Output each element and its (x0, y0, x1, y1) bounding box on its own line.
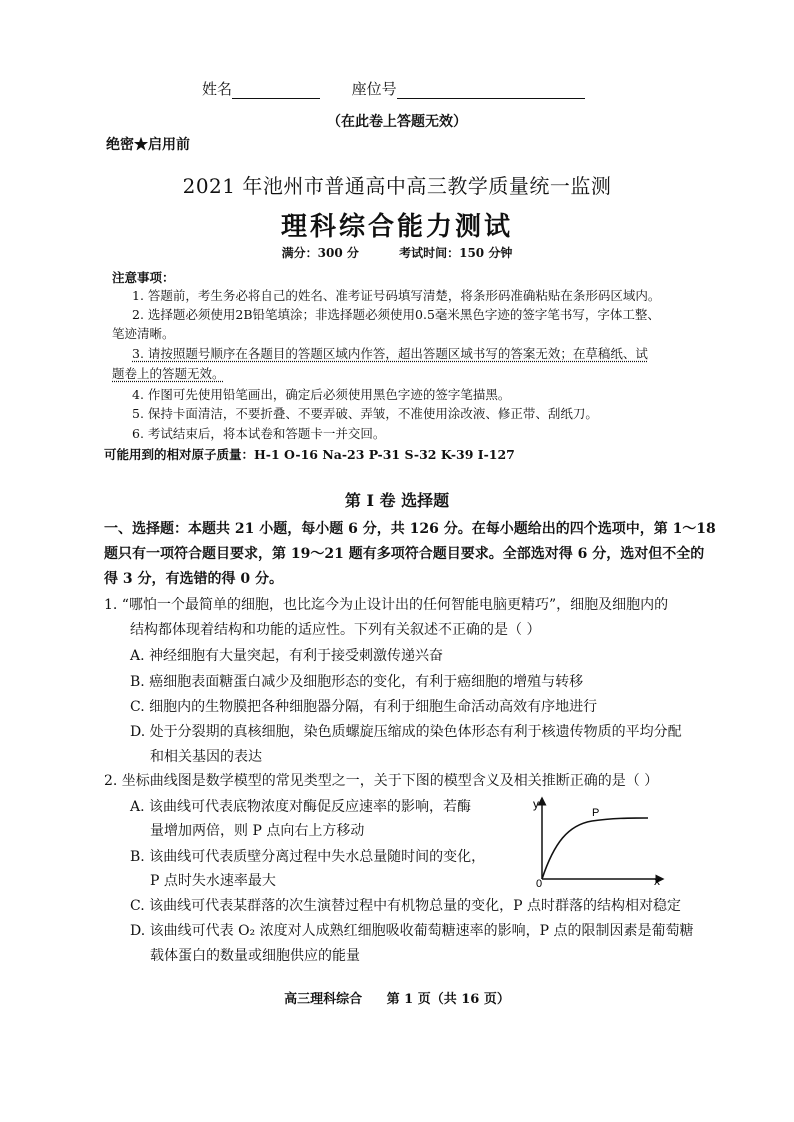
note-item: 题卷上的答题无效。 (112, 366, 225, 381)
q2-option-b: B. 该曲线可代表质壁分离过程中失水总量随时间的变化， (130, 849, 486, 865)
x-axis-label: x (654, 874, 660, 887)
section-intro-line: 得 3 分，有选错的得 0 分。 (104, 571, 283, 587)
q1-option-d: D. 处于分裂期的真核细胞，染色质螺旋压缩成的染色体形态有利于核遗传物质的平均分配 (130, 724, 682, 740)
exam-subtitle: 理科综合能力测试 (280, 212, 513, 242)
q2-option-b-cont: P 点时失水速率最大 (150, 873, 276, 889)
exam-time: 考试时间：150 分钟 (399, 246, 513, 260)
secret-label: 绝密★启用前 (106, 137, 190, 153)
footer-page: 第 1 页（共 16 页） (386, 992, 510, 1007)
q2-option-a-cont: 量增加两倍，则 P 点向右上方移动 (150, 823, 365, 839)
invalid-note: （在此卷上答题无效） (327, 114, 467, 130)
q2-stem: 2. 坐标曲线图是数学模型的常见类型之一，关于下图的模型含义及相关推断正确的是（ ） (104, 773, 659, 789)
note-item: 1. 答题前，考生务必将自己的姓名、准考证号码填写清楚，将条形码准确粘贴在条形码区域内。 (132, 288, 661, 303)
q2-option-d-cont: 载体蛋白的数量或细胞供应的能量 (150, 948, 360, 964)
q1-option-c: C. 细胞内的生物膜把各种细胞器分隔，有利于细胞生命活动高效有序地进行 (130, 699, 598, 715)
y-axis-label: y (533, 797, 539, 811)
full-score: 满分：300 分 (281, 246, 359, 260)
seat-blank (397, 82, 585, 99)
q1-option-d-cont: 和相关基因的表达 (150, 749, 262, 765)
q2-option-a: A. 该曲线可代表底物浓度对酶促反应速率的影响，若酶 (130, 799, 472, 815)
note-item: 3. 请按照题号顺序在各题目的答题区域内作答，超出答题区域书写的答案无效；在草稿纸、试 (132, 346, 648, 361)
point-p-label: P (592, 807, 600, 819)
name-label: 姓名 (202, 80, 233, 98)
section-intro-line: 题只有一项符合题目要求，第 19～21 题有多项符合题目要求。全部选对得 6 分，选对但不全的 (104, 546, 705, 562)
q1-option-b: B. 癌细胞表面糖蛋白减少及细胞形态的变化，有利于癌细胞的增殖与转移 (130, 674, 584, 690)
q1-option-a: A. 神经细胞有大量突起，有利于接受刺激传递兴奋 (130, 648, 444, 664)
q1-stem-line: 1. “哪怕一个最简单的细胞，也比迄今为止设计出的任何智能电脑更精巧”，细胞及细胞内的 (104, 597, 669, 613)
section-intro-line: 一、选择题：本题共 21 小题，每小题 6 分，共 126 分。在每小题给出的四个选项中，第 1～18 (104, 521, 716, 537)
page-footer (0, 988, 794, 1007)
score-time-line (0, 244, 794, 261)
q2-option-c: C. 该曲线可代表某群落的次生演替过程中有机物总量的变化，P 点时群落的结构相对稳定 (130, 898, 681, 914)
name-blank (232, 82, 320, 99)
atomic-masses: 可能用到的相对原子质量：H-1 O-16 Na-23 P-31 S-32 K-39 I-127 (104, 447, 515, 462)
footer-subject: 高三理科综合 (284, 992, 363, 1007)
saturation-curve-diagram (522, 795, 672, 887)
q2-option-d: D. 该曲线可代表 O₂ 浓度对人成熟红细胞吸收葡萄糖速率的影响，P 点的限制因素是葡萄糖 (130, 923, 694, 939)
note-item: 2. 选择题必须使用2B铅笔填涂；非选择题必须使用0.5毫米黑色字迹的签字笔书写，字体工整、 (132, 307, 660, 322)
origin-label: 0 (536, 878, 543, 887)
note-item: 5. 保持卡面清洁，不要折叠、不要弄破、弄皱，不准使用涂改液、修正带、刮纸刀。 (132, 406, 598, 421)
seat-label: 座位号 (351, 80, 397, 98)
exam-title: 2021 年池州市普通高中高三教学质量统一监测 (182, 174, 612, 198)
q1-stem-line: 结构都体现着结构和功能的适应性。下列有关叙述不正确的是（ ） (130, 622, 541, 638)
curve-line (542, 818, 648, 879)
note-item: 4. 作图可先使用铅笔画出，确定后必须使用黑色字迹的签字笔描黑。 (132, 387, 511, 402)
note-item: 笔迹清晰。 (112, 326, 175, 341)
section-title: 第 I 卷 选择题 (344, 491, 450, 510)
notes-heading: 注意事项： (112, 270, 175, 285)
name-seat-line (202, 78, 585, 99)
note-item: 6. 考试结束后，将本试卷和答题卡一并交回。 (132, 426, 386, 441)
